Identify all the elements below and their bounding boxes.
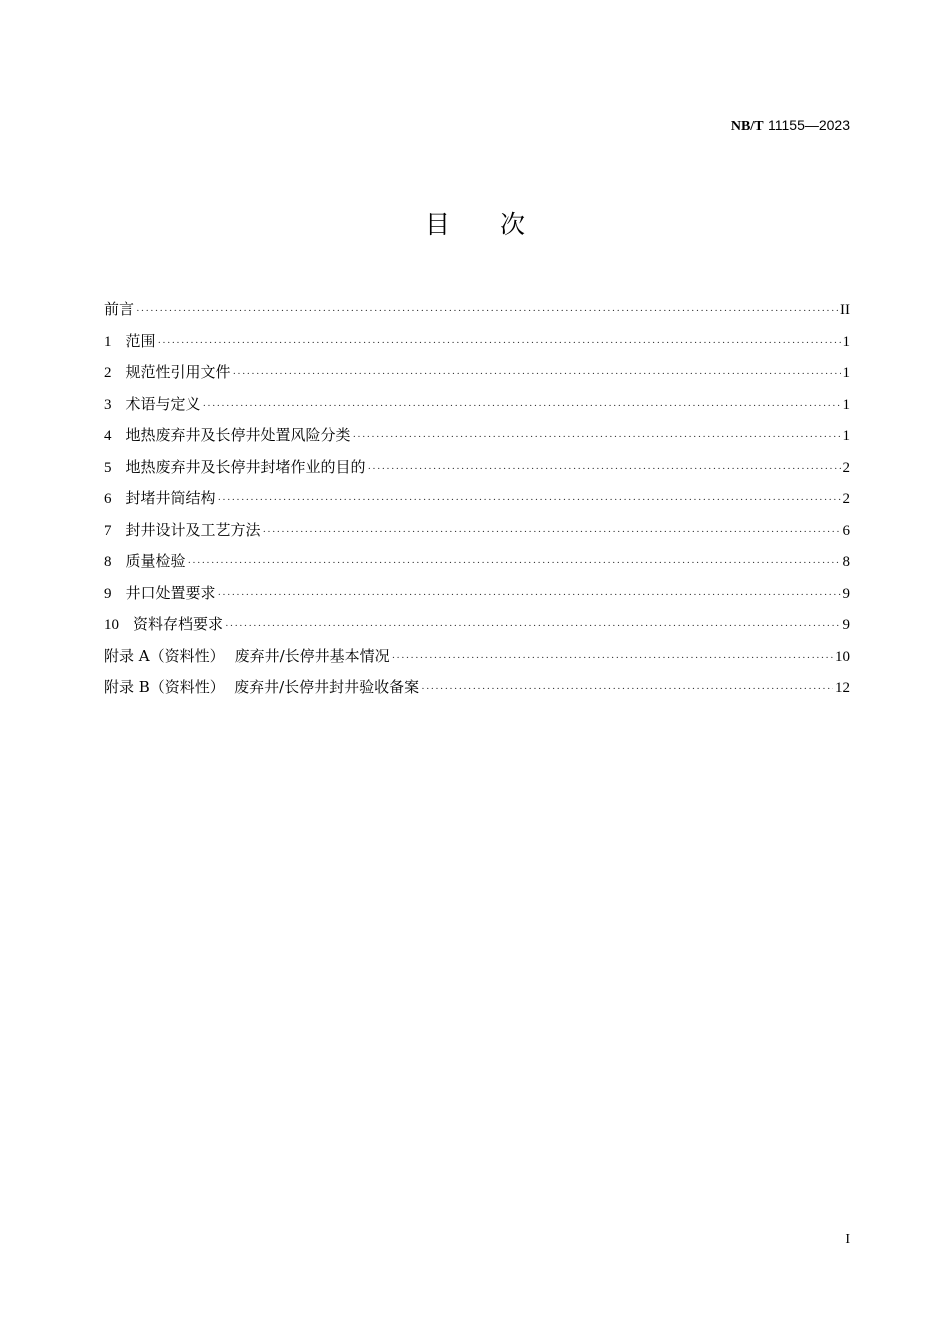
dot-leader bbox=[225, 613, 840, 639]
toc-entry-3[interactable] bbox=[104, 391, 850, 423]
toc-entry-label: 地热废弃井及长停井封堵作业的目的 bbox=[125, 457, 366, 476]
dot-leader bbox=[233, 361, 841, 387]
toc-entry-page: 2 bbox=[842, 491, 850, 507]
toc-entry-page: 6 bbox=[842, 522, 850, 539]
dot-leader bbox=[203, 393, 841, 419]
toc-entry-4[interactable] bbox=[104, 422, 850, 454]
toc-entry-page: 9 bbox=[842, 585, 850, 602]
toc-entry-appendix-a[interactable] bbox=[104, 643, 850, 675]
appendix-prefix: 附录 B（资料性） bbox=[104, 678, 225, 696]
toc-entry-number: 7 bbox=[104, 522, 112, 539]
toc-entry-label: 资料存档要求 bbox=[133, 615, 224, 633]
toc-entry-8[interactable] bbox=[104, 548, 850, 580]
toc-entry-number: 9 bbox=[104, 585, 112, 602]
toc-entry-page: 1 bbox=[842, 333, 850, 350]
toc-entry-6[interactable] bbox=[104, 485, 850, 517]
toc-entry-page: 10 bbox=[835, 648, 850, 665]
toc-entry-page: 1 bbox=[842, 428, 850, 444]
toc-entry-page: 1 bbox=[842, 396, 850, 413]
toc-entry-page: 12 bbox=[835, 680, 850, 696]
dot-leader bbox=[136, 298, 838, 324]
toc-entry-9[interactable] bbox=[104, 580, 850, 612]
toc-entry-7[interactable] bbox=[104, 517, 850, 549]
page-number: I bbox=[845, 1232, 850, 1247]
toc-entry-page: 1 bbox=[842, 365, 850, 381]
toc-entry-label: 废弃井/长停井封井验收备案 bbox=[234, 678, 420, 696]
dot-leader bbox=[188, 550, 841, 576]
toc-entry-page: II bbox=[840, 302, 850, 318]
dot-leader bbox=[158, 330, 841, 356]
toc-entry-label: 封井设计及工艺方法 bbox=[125, 520, 261, 539]
dot-leader bbox=[218, 582, 841, 608]
dot-leader bbox=[421, 676, 833, 702]
standard-prefix: NB/T bbox=[730, 119, 764, 134]
dot-leader bbox=[392, 645, 833, 671]
standard-code bbox=[731, 116, 850, 136]
toc-entry-label: 地热废弃井及长停井处置风险分类 bbox=[125, 426, 351, 444]
dot-leader bbox=[368, 456, 841, 482]
toc-entry-page: 9 bbox=[842, 617, 850, 633]
toc-entry-label: 井口处置要求 bbox=[125, 583, 216, 602]
toc-entry-number: 6 bbox=[104, 491, 112, 507]
toc-entry-label: 封堵井筒结构 bbox=[125, 489, 216, 507]
dot-leader bbox=[263, 519, 841, 545]
toc-entry-label: 范围 bbox=[125, 331, 156, 350]
toc-entry-number: 1 bbox=[104, 333, 112, 350]
toc-entry-2[interactable] bbox=[104, 359, 850, 391]
toc-entry-appendix-b[interactable] bbox=[104, 674, 850, 706]
page-title: 目次 bbox=[424, 210, 575, 239]
toc-entry-label: 术语与定义 bbox=[125, 394, 201, 413]
toc-entry-number: 10 bbox=[104, 617, 119, 633]
standard-number: 11155—2023 bbox=[768, 117, 850, 133]
toc-entry-number: 3 bbox=[104, 396, 112, 413]
table-of-contents bbox=[104, 296, 850, 706]
toc-entry-foreword[interactable] bbox=[104, 296, 850, 328]
toc-entry-label: 前言 bbox=[104, 300, 135, 318]
toc-entry-5[interactable] bbox=[104, 454, 850, 486]
toc-entry-number: 8 bbox=[104, 554, 112, 570]
toc-entry-number: 5 bbox=[104, 459, 112, 476]
toc-entry-10[interactable] bbox=[104, 611, 850, 643]
appendix-prefix: 附录 A（资料性） bbox=[104, 646, 225, 665]
dot-leader bbox=[353, 424, 841, 450]
dot-leader bbox=[218, 487, 841, 513]
toc-entry-number: 4 bbox=[104, 428, 112, 444]
toc-entry-label: 规范性引用文件 bbox=[125, 363, 231, 381]
toc-entry-label: 废弃井/长停井基本情况 bbox=[234, 646, 390, 665]
toc-entry-page: 8 bbox=[842, 554, 850, 570]
toc-entry-page: 2 bbox=[842, 459, 850, 476]
toc-entry-number: 2 bbox=[104, 365, 112, 381]
toc-entry-label: 质量检验 bbox=[125, 552, 186, 570]
toc-entry-1[interactable] bbox=[104, 328, 850, 360]
